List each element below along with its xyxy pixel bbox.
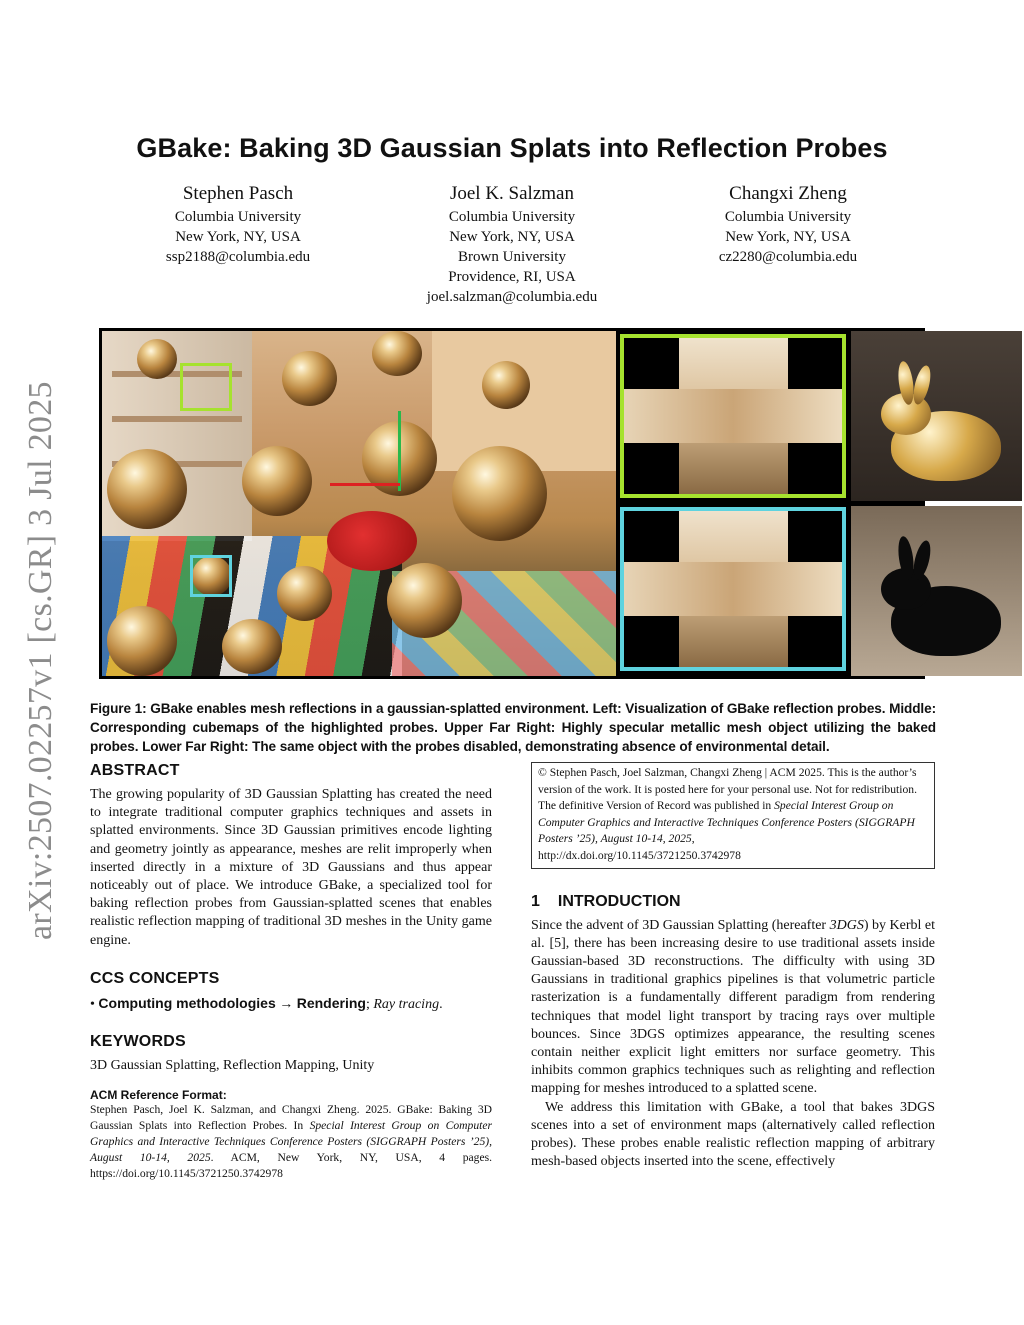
author-email: cz2280@columbia.edu <box>718 249 858 265</box>
author-location: Providence, RI, USA <box>448 269 576 285</box>
keywords-text: 3D Gaussian Splatting, Reflection Mapping, Unity <box>90 1057 375 1073</box>
acm-reference-label: ACM Reference Format: <box>90 1087 227 1102</box>
gizmo-y-axis <box>398 411 401 491</box>
reflection-probe-sphere <box>107 449 187 529</box>
author-location: New York, NY, USA <box>449 229 575 245</box>
reflection-probe-sphere <box>242 446 312 516</box>
introduction-heading <box>531 893 935 911</box>
version-of-record <box>538 798 928 848</box>
gizmo-x-axis <box>330 483 400 486</box>
section-number: 1 <box>531 892 540 910</box>
reflection-probe-sphere <box>107 606 177 676</box>
intro-text: ) by Kerbl et al. [5], there has been increasing desire to use traditional assets inside Gaussian-based 3D reconstructions. The difficulty with using 3D Gaussians in traditional graphics pipelines is that volumetric particle rasterization is a fundamentally different paradigm from rendering techniques that model light transport by tracing rays over multiple bounces. Since 3DGS optimizes appearance, the resulting scenes contain neither explicit light emitters nor surface geometry. This inhibits common graphics techniques such as relighting and reflection mapping for meshes introduced to a splatted scene. <box>531 917 935 1097</box>
ccs-subitem: Rendering <box>296 994 366 1011</box>
paper-title: GBake: Baking 3D Gaussian Splats into Reflection Probes <box>136 133 888 163</box>
reflection-probe-sphere <box>452 446 547 541</box>
metallic-bunny-without-probes <box>851 506 1022 676</box>
arxiv-stamp: arXiv:2507.02257v1 [cs.GR] 3 Jul 2025 <box>22 381 59 940</box>
metallic-bunny-with-probes <box>851 331 1022 501</box>
reflection-probe-sphere <box>482 361 530 409</box>
author-affiliation: Brown University <box>458 249 566 265</box>
cubemap-blue-probe <box>620 507 846 671</box>
acm-ref-doi: . ACM, New York, NY, USA, 4 pages. https://doi.org/10.1145/3721250.3742978 <box>90 1150 493 1180</box>
keywords-heading: KEYWORDS <box>90 1032 186 1050</box>
author-affiliation: Columbia University <box>724 209 852 225</box>
cubemap-green-probe <box>620 334 846 498</box>
doi-link[interactable]: http://dx.doi.org/10.1145/3721250.3742978 <box>538 848 741 862</box>
section-title: INTRODUCTION <box>557 892 681 910</box>
vor-venue: Special Interest Group on Computer Graphics and Interactive Techniques Conference Posters (SIGGRAPH Posters ’25), August 10-14, 2025 <box>538 799 915 846</box>
reflection-probe-sphere <box>282 351 337 406</box>
highlighted-probe-green <box>180 363 232 411</box>
reflection-probe-sphere <box>137 339 177 379</box>
ccs-concepts <box>90 994 492 1014</box>
author-block <box>648 182 928 267</box>
author-email: joel.salzman@columbia.edu <box>426 289 598 305</box>
reflection-probe-sphere <box>372 331 422 376</box>
highlighted-probe-blue <box>190 555 232 597</box>
author-name: Stephen Pasch <box>182 183 294 204</box>
arrow-icon: → <box>279 996 294 1012</box>
abstract-text: The growing popularity of 3D Gaussian Splatting has created the need to integrate traditional computer graphics techniques and assets in splatted environments. Since 3D Gaussian primitives encode lighting and geometry jointly as appearance, meshes are relit improperly when inserted directly in a mixture of 3D Gaussians and thus appear noticeably out of place. We introduce GBake, a specialized tool for baking reflection probes from Gaussian-splatted scenes that enables realistic reflection mapping of traditional 3D meshes in the Unity game engine. <box>90 787 492 948</box>
copyright-box <box>531 762 935 869</box>
intro-text: Since the advent of 3D Gaussian Splatting (hereafter <box>531 917 830 933</box>
author-block <box>98 182 378 267</box>
right-column <box>531 762 935 1171</box>
author-email: ssp2188@columbia.edu <box>165 249 311 265</box>
left-column <box>90 762 492 1182</box>
author-location: New York, NY, USA <box>175 229 301 245</box>
author-block <box>372 182 652 307</box>
back-wall <box>432 331 616 471</box>
bunny-mesh <box>881 546 1001 656</box>
author-name: Changxi Zheng <box>729 183 847 204</box>
bunny-mesh <box>881 371 1001 481</box>
author-affiliation: Columbia University <box>448 209 576 225</box>
author-name: Joel K. Salzman <box>449 183 574 204</box>
reflection-probe-sphere <box>222 619 282 674</box>
abstract-heading: ABSTRACT <box>90 762 180 779</box>
period: . <box>439 996 443 1012</box>
author-affiliation: Columbia University <box>174 209 302 225</box>
copyright-notice: © Stephen Pasch, Joel Salzman, Changxi Zheng | ACM 2025. This is the author’s version of the work. It is posted here for your personal use. Not for redistribution. <box>538 766 917 796</box>
reflection-probe-sphere <box>277 566 332 621</box>
vor-text: The definitive Version of Record was published in <box>538 799 775 813</box>
vor-comma: , <box>691 832 695 846</box>
intro-italic: 3DGS <box>829 917 864 933</box>
acm-ref-authors: Stephen Pasch, Joel K. Salzman, and Changxi Zheng. 2025. GBake: Baking 3D Gaussian Splats into Reflection Probes. In <box>90 1102 492 1132</box>
red-pillow <box>327 511 417 571</box>
acm-ref-venue: Special Interest Group on Computer Graphics and Interactive Techniques Conference Posters (SIGGRAPH Posters ’25), August 10-14, 2025 <box>90 1118 492 1164</box>
ccs-italic: Ray tracing <box>373 996 440 1012</box>
figure-caption: Figure 1: GBake enables mesh reflections in a gaussian-splatted environment. Left: Visualization of GBake reflection probes. Middle: Corresponding cubemaps of the highlighted probes. Upper Far Right: Highly specular metallic mesh object utilizing the baked probes. Lower Far Right: The same object with the probes disabled, demonstrating absence of environmental detail. <box>90 701 936 754</box>
intro-paragraph-1 <box>531 917 935 1099</box>
author-location: New York, NY, USA <box>725 229 851 245</box>
bullet: • <box>90 996 95 1012</box>
ccs-item: Computing methodologies <box>98 994 276 1011</box>
teaser-figure <box>99 328 925 679</box>
acm-reference-text <box>90 1102 492 1182</box>
reflection-probe-sphere <box>387 563 462 638</box>
separator: ; <box>365 996 370 1012</box>
scene-visualization-panel <box>102 331 616 676</box>
ccs-heading: CCS CONCEPTS <box>90 969 220 987</box>
intro-paragraph-2: We address this limitation with GBake, a tool that bakes 3DGS scenes into a set of environment maps (alternatively called reflection probes). These probes enable realistic reflection mapping of arbitrary mesh-based objects inserted into the scene, effectively <box>531 1099 935 1170</box>
